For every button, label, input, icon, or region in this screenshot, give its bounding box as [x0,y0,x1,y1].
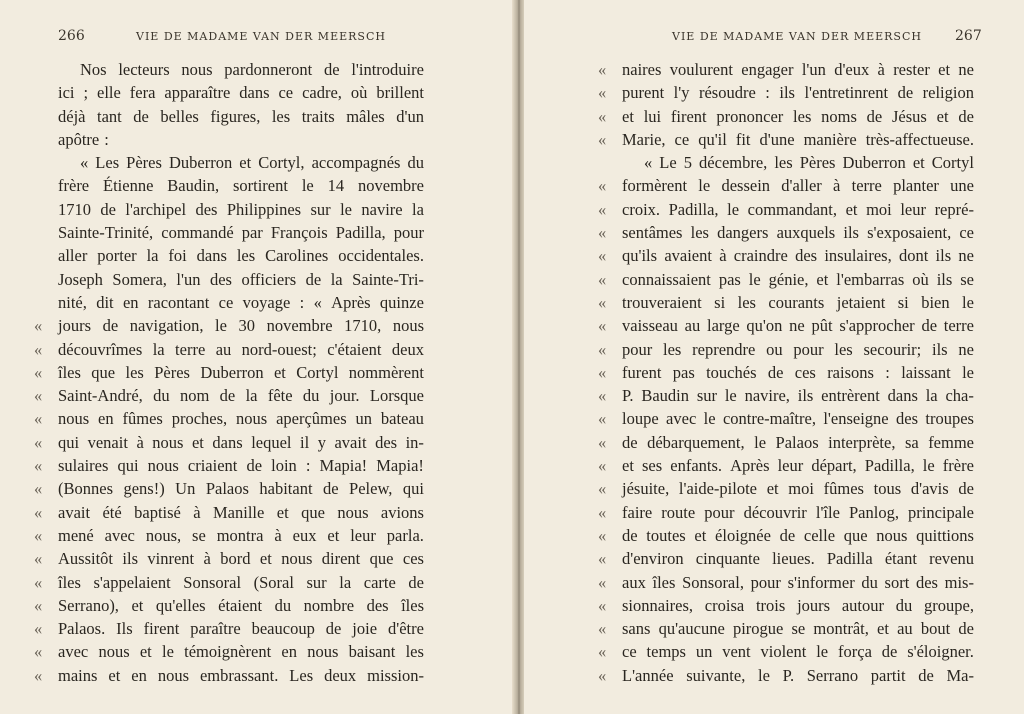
line-text: sentâmes les dangers auxquels ils s'exposaient, ce [622,223,974,243]
line-text: croix. Padilla, le commandant, et moi leur repré- [622,199,974,219]
quote-mark: « [598,665,607,685]
quote-mark: « [598,362,607,382]
text-line [58,58,424,81]
quote-mark: « [34,339,43,359]
quote-mark: « [598,456,607,476]
text-line [598,128,974,151]
text-line [34,361,424,384]
quote-mark: « [34,386,43,406]
quote-mark: « [598,386,607,406]
line-text: et lui firent prononcer les noms de Jésus et de [622,106,974,126]
text-line [58,221,424,244]
text-line [34,524,424,547]
line-text: mené avec nous, se montra à eux et leur parla. [58,525,424,545]
quote-mark: « [598,246,607,266]
text-line [34,407,424,430]
quote-mark: « [34,362,43,382]
running-head: VIE DE MADAME VAN DER MEERSCH [136,30,386,43]
text-line [622,151,974,174]
quote-mark: « [598,409,607,429]
left-page-header [58,28,428,48]
line-text: Serrano), et qu'elles étaient du nombre des îles [58,595,424,615]
line-text: apôtre : [58,129,109,149]
quote-mark: « [598,549,607,569]
text-line [58,268,424,291]
line-text: P. Baudin sur le navire, ils entrèrent dans la cha- [622,386,974,406]
quote-mark: « [598,83,607,103]
text-line [34,571,424,594]
line-text: naires voulurent engager l'un d'eux à rester et ne [622,60,974,79]
line-text: « Le 5 décembre, les Pères Duberron et Cortyl [644,153,974,173]
right-page [524,0,1024,714]
line-text: Saint-André, du nom de la fête du jour. Lorsque [58,386,424,406]
text-line [598,501,974,524]
text-line [598,268,974,291]
quote-mark: « [598,176,607,196]
quote-mark: « [598,432,607,452]
line-text: sulaires qui nous criaient de loin : Mapia! Mapia! [58,456,424,476]
line-text: ici ; elle fera apparaître dans ce cadre, où brillent [58,83,424,103]
quote-mark: « [598,223,607,243]
line-text: L'année suivante, le P. Serrano partit de Ma- [622,665,974,685]
quote-mark: « [34,572,43,592]
quote-mark: « [598,316,607,336]
line-text: purent l'y résoudre : ils l'entretinrent de religion [622,83,974,103]
quote-mark: « [34,619,43,639]
line-text: qui venait à nous et dans lequel il y avait des in- [58,432,424,452]
text-line [598,617,974,640]
text-line [34,338,424,361]
quote-mark: « [34,642,43,662]
quote-mark: « [34,549,43,569]
quote-mark: « [598,339,607,359]
text-line [34,454,424,477]
text-line [598,361,974,384]
text-line [598,454,974,477]
text-line [598,314,974,337]
line-text: îles que les Pères Duberron et Cortyl nommèrent [58,362,424,382]
left-page-text [34,58,424,687]
line-text: découvrîmes la terre au nord-ouest; c'étaient deux [58,339,424,359]
line-text: « Les Pères Duberron et Cortyl, accompagnés du [80,153,424,173]
text-line [598,338,974,361]
quote-mark: « [34,595,43,615]
text-line [34,547,424,570]
line-text: loupe avec le contre-maître, l'enseigne des troupes [622,409,974,429]
line-text: trouveraient si les courants jetaient si bien le [622,292,974,312]
line-text: 1710 de l'archipel des Philippines sur le navire la [58,199,424,219]
text-line [34,617,424,640]
line-text: Aussitôt ils vinrent à bord et nous dirent que ces [58,549,424,569]
text-line [58,151,424,174]
quote-mark: « [598,292,607,312]
text-line [598,221,974,244]
text-line [34,431,424,454]
text-line [34,594,424,617]
line-text: Joseph Somera, l'un des officiers de la Sainte-Tri- [58,269,424,289]
line-text: frère Étienne Baudin, sortirent le 14 novembre [58,176,424,196]
quote-mark: « [598,619,607,639]
quote-mark: « [598,60,607,79]
line-text: sans qu'aucune pirogue se montrât, et au bout de [622,619,974,639]
text-line [58,81,424,104]
text-line [34,664,424,687]
line-text: furent pas touchés de ces raisons : laissant le [622,362,974,382]
line-text: ce temps un vent violent le força de s'éloigner. [622,642,974,662]
line-text: et ses enfants. Après leur départ, Padilla, le frère [622,456,974,476]
text-line [598,81,974,104]
text-line [598,244,974,267]
text-line [598,291,974,314]
line-text: de débarquement, le Palaos interprète, sa femme [622,432,974,452]
line-text: pour les reprendre ou pour les secourir; ils ne [622,339,974,359]
quote-mark: « [598,642,607,662]
text-line [58,291,424,314]
page-number: 266 [58,28,85,44]
quote-mark: « [34,525,43,545]
line-text: jésuite, l'aide-pilote et moi fûmes tous d'avis de [622,479,974,499]
line-text: Nos lecteurs nous pardonneront de l'introduire [80,60,424,79]
line-text: déjà tant de belles figures, les traits mâles d'un [58,106,424,126]
text-line [598,640,974,663]
text-line [58,105,424,128]
quote-mark: « [598,129,607,149]
quote-mark: « [598,595,607,615]
text-line [598,174,974,197]
text-line [598,477,974,500]
line-text: avec nous et le témoignèrent en nous baisant les [58,642,424,662]
right-page-header [612,28,982,48]
text-line [598,524,974,547]
line-text: nité, dit en racontant ce voyage : « Après quinze [58,292,424,312]
quote-mark: « [598,269,607,289]
text-line [58,174,424,197]
text-line [598,594,974,617]
quote-mark: « [34,665,43,685]
line-text: aller porter la foi dans les Carolines occidentales. [58,246,424,266]
quote-mark: « [598,572,607,592]
quote-mark: « [598,502,607,522]
quote-mark: « [598,479,607,499]
text-line [34,314,424,337]
line-text: vaisseau au large qu'on ne pût s'approcher de terre [622,316,974,336]
text-line [58,198,424,221]
text-line [598,198,974,221]
line-text: avait été baptisé à Manille et que nous avions [58,502,424,522]
text-line [34,384,424,407]
line-text: faire route pour découvrir l'île Panlog, principale [622,502,974,522]
text-line [34,640,424,663]
line-text: mains et en nous embrassant. Les deux mission- [58,665,424,685]
line-text: connaissaient pas le génie, et l'embarras où ils se [622,269,974,289]
right-page-text [598,58,974,687]
page-number: 267 [955,28,982,44]
text-line [598,547,974,570]
line-text: sionnaires, croisa trois jours autour du groupe, [622,595,974,615]
quote-mark: « [598,106,607,126]
text-line [58,244,424,267]
quote-mark: « [34,456,43,476]
text-line [34,477,424,500]
line-text: Palaos. Ils firent paraître beaucoup de joie d'être [58,619,424,639]
line-text: d'environ cinquante lieues. Padilla étant revenu [622,549,974,569]
text-line [598,664,974,687]
quote-mark: « [34,316,43,336]
quote-mark: « [598,199,607,219]
line-text: jours de navigation, le 30 novembre 1710, nous [58,316,424,336]
line-text: de toutes et éloignée de celle que nous quittions [622,525,974,545]
quote-mark: « [34,432,43,452]
text-line [598,105,974,128]
line-text: (Bonnes gens!) Un Palaos habitant de Pelew, qui [58,479,424,499]
text-line [598,407,974,430]
line-text: qu'ils avaient à craindre des insulaires, dont ils ne [622,246,974,266]
text-line [598,431,974,454]
quote-mark: « [34,502,43,522]
line-text: nous en fûmes proches, nous aperçûmes un bateau [58,409,424,429]
quote-mark: « [34,479,43,499]
text-line [598,384,974,407]
text-line [598,58,974,81]
quote-mark: « [598,525,607,545]
line-text: Sainte-Trinité, commandé par François Padilla, pour [58,223,424,243]
text-line [598,571,974,594]
text-line [58,128,424,151]
line-text: Marie, ce qu'il fit d'une manière très-affectueuse. [622,129,974,149]
text-line [34,501,424,524]
line-text: aux îles Sonsoral, pour s'informer du sort des mis- [622,572,974,592]
line-text: îles s'appelaient Sonsoral (Soral sur la carte de [58,572,424,592]
running-head: VIE DE MADAME VAN DER MEERSCH [672,30,922,43]
line-text: formèrent le dessein d'aller à terre planter une [622,176,974,196]
quote-mark: « [34,409,43,429]
